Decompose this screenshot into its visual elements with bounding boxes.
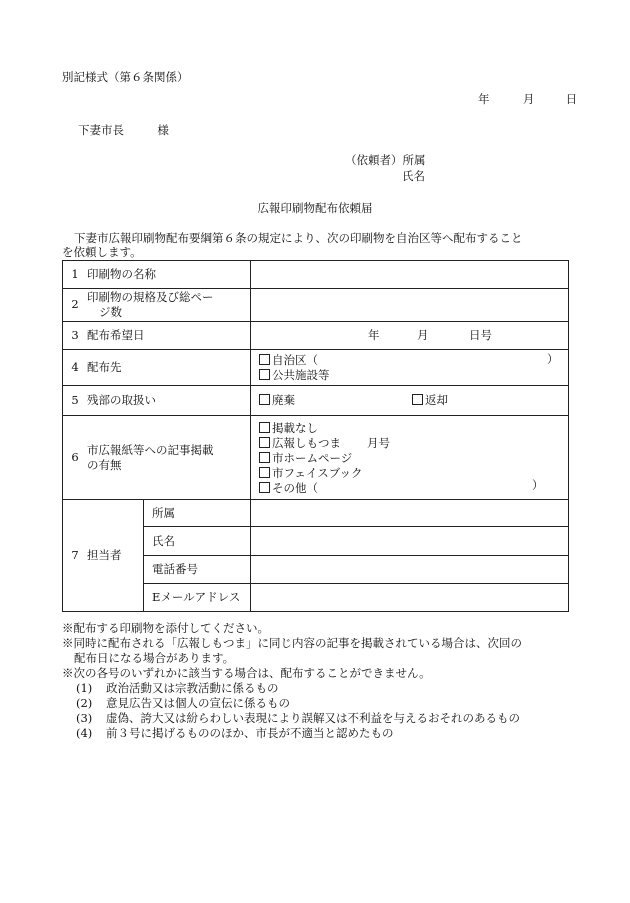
row-label: 担当者 [87, 548, 122, 563]
contact-phone-label: 電話番号 [144, 556, 251, 584]
date-month: 月 [522, 92, 535, 106]
notes [62, 621, 522, 741]
remaining-handling-cell [251, 386, 569, 416]
contact-name-label: 氏名 [144, 527, 251, 556]
option-kokyo-label: 公共施設等 [272, 367, 330, 382]
desired-issue: 日号 [469, 328, 492, 342]
addressee-suffix: 様 [157, 123, 169, 137]
note-2-cont: 配布日になる場合があります。 [74, 651, 235, 665]
row-label: 市広報紙等への記事掲載 [87, 442, 214, 457]
checkbox-icon[interactable] [259, 467, 270, 478]
option-homepage-label: 市ホームページ [272, 451, 353, 465]
option-homepage[interactable] [259, 451, 568, 466]
addressee-name: 下妻市長 [78, 123, 124, 137]
row-1 [63, 261, 569, 289]
request-table [62, 260, 569, 612]
option-jichiku-label: 自治区（ [272, 352, 318, 367]
option-koho-label: 広報しもつま [272, 436, 341, 450]
date-day: 日 [565, 92, 578, 106]
row-7-affiliation [63, 500, 569, 527]
checkbox-icon[interactable] [259, 482, 270, 493]
row-6 [63, 416, 569, 500]
contact-phone-field[interactable] [251, 556, 569, 584]
row-label-cont: の有無 [87, 457, 122, 472]
distribution-target-cell [251, 350, 569, 386]
row-label: 印刷物の規格及び総ペー [87, 290, 214, 304]
option-jichiku[interactable] [259, 353, 568, 368]
row-label: 印刷物の名称 [87, 267, 156, 282]
row-4 [63, 350, 569, 386]
option-kokyo[interactable] [259, 368, 568, 383]
checkbox-icon[interactable] [259, 452, 270, 463]
row-number: 2 [71, 297, 79, 311]
checkbox-icon[interactable] [259, 394, 270, 405]
checkbox-icon[interactable] [412, 394, 423, 405]
desired-date-field[interactable] [251, 322, 569, 350]
print-name-field[interactable] [251, 261, 569, 289]
option-henkyaku[interactable] [412, 393, 448, 408]
contact-email-label: Eメールアドレス [144, 584, 251, 612]
row-label: 残部の取扱い [87, 393, 156, 408]
desired-month: 月 [417, 328, 429, 342]
row-number: 4 [71, 359, 79, 374]
print-spec-field[interactable] [251, 289, 569, 322]
option-haiki[interactable] [259, 393, 295, 407]
note-2: ※同時に配布される「広報しもつま」に同じ内容の記事を掲載されている場合は、次回の [62, 636, 522, 650]
row-2 [63, 289, 569, 322]
row-number: 3 [71, 327, 79, 342]
checkbox-icon[interactable] [259, 422, 270, 433]
note-item: (4) 前３号に掲げるもののほか、市長が不適当と認めたもの [76, 726, 394, 740]
addressee [78, 123, 169, 138]
option-koho[interactable] [259, 436, 568, 451]
row-number: 5 [71, 392, 79, 407]
option-haiki-label: 廃棄 [272, 393, 295, 407]
option-jichiku-close: ） [547, 352, 559, 366]
date-line [478, 92, 577, 107]
contact-email-field[interactable] [251, 584, 569, 612]
row-number: 6 [71, 449, 79, 464]
row-number: 1 [71, 266, 79, 281]
contact-affiliation-field[interactable] [251, 500, 569, 527]
row-label: 配布先 [87, 360, 122, 375]
option-other-label: その他（ [272, 481, 318, 495]
option-henkyaku-label: 返却 [425, 393, 448, 407]
option-none-label: 掲載なし [272, 421, 318, 435]
row-3 [63, 322, 569, 350]
option-facebook-label: 市フェイスブック [272, 466, 363, 480]
requester-affiliation: 所属 [402, 153, 426, 167]
note-1: ※配布する印刷物を添付してください。 [62, 621, 269, 635]
option-other[interactable] [259, 481, 568, 496]
intro-text-line1: 下妻市広報印刷物配布要綱第６条の規定により、次の印刷物を自治区等へ配布すること [74, 231, 523, 245]
row-label: 配布希望日 [87, 328, 145, 343]
article-posting-cell [251, 416, 569, 500]
desired-year: 年 [368, 328, 380, 342]
option-none[interactable] [259, 421, 568, 436]
requester-label: （依頼者） [345, 153, 403, 167]
checkbox-icon[interactable] [259, 369, 270, 380]
note-3: ※次の各号のいずれかに該当する場合は、配布することができません。 [62, 666, 431, 680]
requester-name: 氏名 [402, 169, 425, 183]
note-item: (2) 意見広告又は個人の宣伝に係るもの [76, 696, 290, 710]
checkbox-icon[interactable] [259, 354, 270, 365]
form-label: 別記様式（第６条関係） [62, 70, 189, 84]
document-title: 広報印刷物配布依頼届 [257, 201, 373, 215]
option-facebook[interactable] [259, 466, 568, 481]
checkbox-icon[interactable] [259, 437, 270, 448]
option-other-close: ） [532, 478, 544, 492]
contact-affiliation-label: 所属 [144, 500, 251, 527]
row-number: 7 [71, 547, 79, 562]
date-year: 年 [478, 92, 490, 106]
option-koho-month: 月号 [367, 436, 390, 450]
note-item: (1) 政治活動又は宗教活動に係るもの [76, 681, 279, 695]
intro-text-line2: を依頼します。 [62, 245, 142, 259]
contact-name-field[interactable] [251, 527, 569, 556]
requester-block [345, 153, 426, 168]
row-5 [63, 386, 569, 416]
row-label-cont: ジ数 [99, 305, 122, 319]
note-item: (3) 虚偽、誇大又は紛らわしい表現により誤解又は不利益を与えるおそれのあるもの [76, 711, 520, 725]
